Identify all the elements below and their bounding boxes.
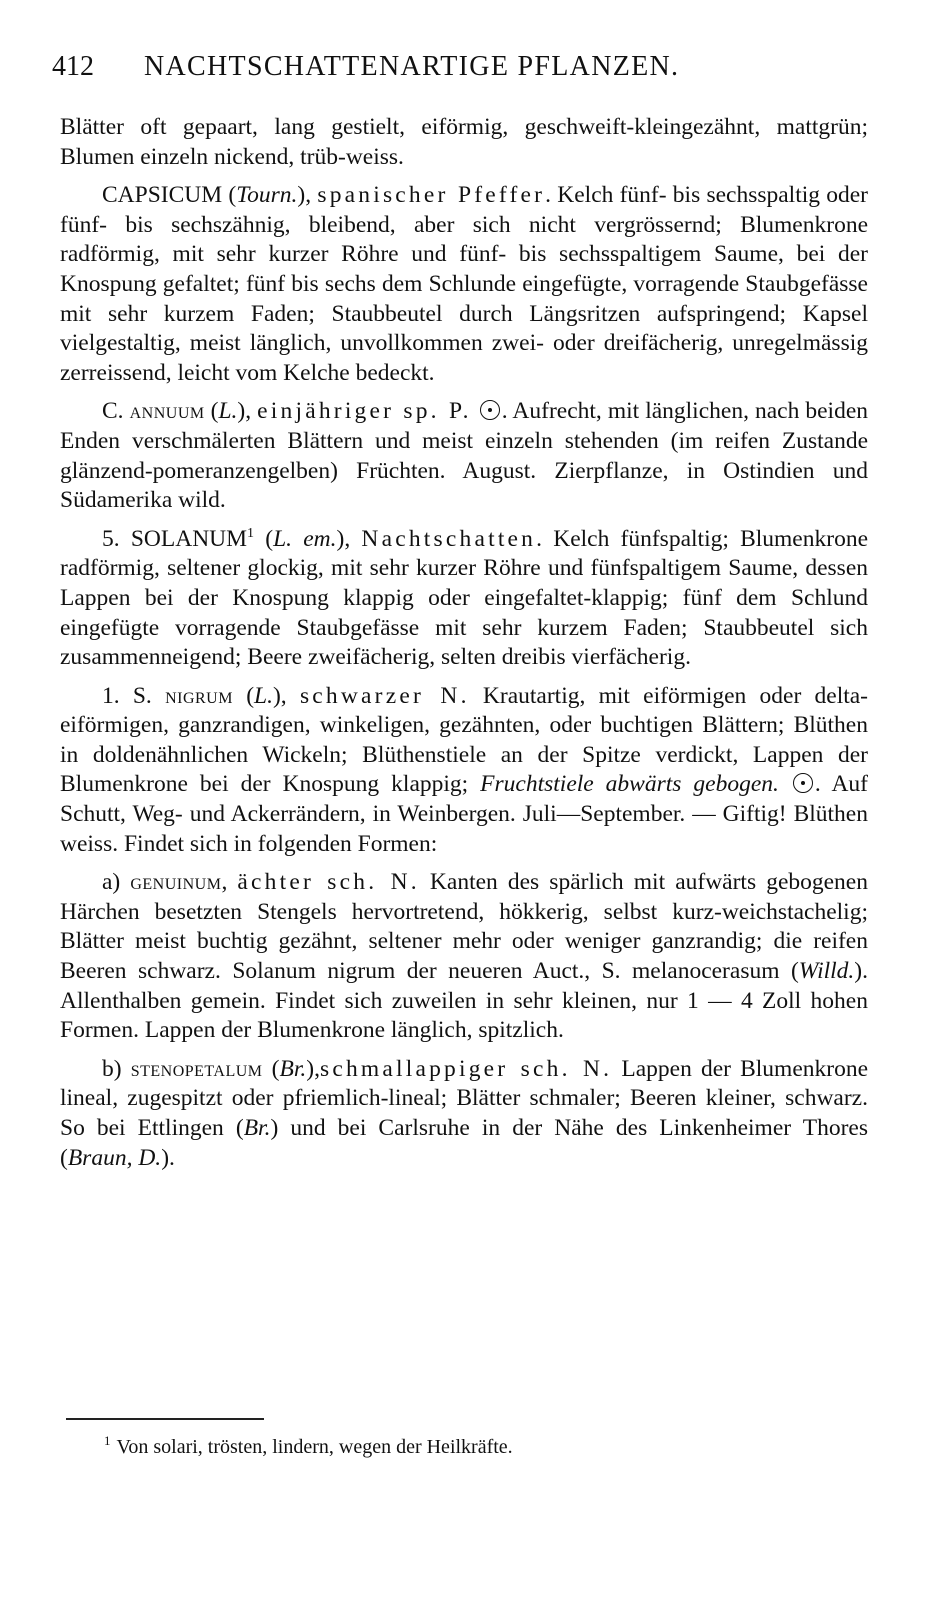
paren-close: ),	[297, 182, 318, 209]
running-header	[52, 50, 872, 84]
common-name: ächter sch. N.	[237, 869, 420, 896]
paragraph-text: Blätter oft gepaart, lang gestielt, eiförmig, geschweift-kleingezähnt, mattgrün; Blumen einzeln nickend, trüb-weiss.	[60, 114, 868, 170]
common-name: spanischer Pfeffer	[317, 182, 546, 209]
author-citation: Braun, D.	[67, 1144, 162, 1171]
author-citation: Willd.	[798, 958, 855, 985]
species-nigrum	[60, 682, 868, 860]
description: Kanten des spärlich mit aufwärts gebogenen Härchen besetzten Stengels hervortretend, hökkerig, selbst kurz-weichstachelig; Blätter meist buchtig gezähnt, seltener mehr oder weniger ganzrandig; die reifen Beeren schwarz. Solanum nigrum der neueren Auct., S. melanocerasum (	[60, 869, 868, 985]
description-continued: ) und bei Carlsruhe in der Nähe des Linkenheimer Thores (	[60, 1115, 868, 1171]
genus-solanum	[60, 525, 868, 673]
author-citation: L.	[254, 682, 273, 709]
paren-open: (	[222, 182, 237, 209]
species-prefix: 1. S.	[102, 682, 166, 709]
running-title: NACHTSCHATTENARTIGE PFLANZEN.	[144, 51, 680, 82]
variety-genuinum	[60, 868, 868, 1046]
paren-close: ),	[237, 398, 258, 425]
description: . Aufrecht, mit länglichen, nach beiden Enden verschmälerten Blättern und meist einzeln stehenden (im reifen Zustande glänzend-pomeranzengelben) Früchten. August. Zierpflanze, in Ostindien und Südamerika wild.	[60, 398, 869, 514]
author-citation: L.	[218, 398, 238, 425]
italic-diagnosis: Fruchtstiele abwärts gebogen.	[480, 771, 779, 798]
genus-capsicum	[60, 181, 868, 388]
variety-prefix: b)	[102, 1055, 131, 1082]
genus-name: SOLANUM	[130, 525, 248, 552]
species-name: annuum	[129, 398, 205, 425]
footnote-reference: 1	[247, 525, 255, 541]
variety-stenopetalum	[60, 1055, 868, 1173]
author-citation: Br.	[243, 1115, 271, 1141]
footnote-text: Von solari, trösten, lindern, wegen der Heilkräfte.	[116, 1436, 513, 1458]
species-name: nigrum	[165, 682, 233, 709]
variety-name: genuinum	[130, 869, 222, 896]
footnote-number: 1	[104, 1433, 111, 1449]
main-text	[60, 113, 868, 1173]
paragraph-continuation	[60, 113, 868, 172]
species-prefix: C.	[102, 398, 130, 425]
common-name: einjähriger sp. P.	[257, 398, 472, 425]
description: . Kelch fünf- bis sechsspaltig oder fünf- bis sechszähnig, bleibend, aber sich nicht vergrössernd; Blumenkrone radförmig, mit sehr kurzer Röhre und fünf- bis sechsspaltigem Saume, bei der Knospung gefaltet; fünf bis sechs dem Schlunde eingefügte, vorragende Staubgefässe mit sehr kurzem Faden; Staubbeutel durch Längsritzen aufspringend; Kapsel vielgestaltig, meist länglich, unvollkommen zwei- oder dreifächerig, unregelmässig zerreissend, leicht vom Kelche bedeckt.	[60, 182, 869, 386]
common-name: schwarzer N.	[299, 682, 470, 709]
common-name: Nachtschatten	[361, 525, 537, 552]
author-citation: Tourn.	[236, 182, 298, 209]
separator: ,	[221, 869, 238, 896]
paren-open: (	[254, 525, 274, 552]
variety-prefix: a)	[102, 869, 131, 896]
description: Krautartig, mit eiförmigen oder delta-eiförmigen, ganzrandigen, winkeligen, gezähnten, oder buchtigen Blättern; Blüthen in doldenähnlichen Wickeln; Blüthenstiele an der Spitze verdickt, Lappen der Blumenkrone bei der Knospung klappig;	[60, 682, 869, 798]
footnote	[104, 1434, 804, 1460]
description-continued: . Auf Schutt, Weg- und Ackerrändern, in Weinbergen. Juli—September. — Giftig! Blüthen weiss. Findet sich in folgenden Formen:	[60, 771, 868, 857]
description: . Kelch fünfspaltig; Blumenkrone radförmig, seltener glockig, mit sehr kurzer Röhre und fünfspaltigem Saume, dessen Lappen bei der Knospung klappig oder eingefaltet-klappig; fünf dem Schlund eingefügte vorragende Staubgefässe mit sehr kurzem Faden; Staubbeutel sich zusammenneigend; Beere zweifächerig, selten dreibis vierfächerig.	[60, 525, 868, 671]
paren-open: (	[204, 398, 219, 425]
description: Lappen der Blumenkrone lineal, zugespitzt oder pfriemlich-lineal; Blätter schmaler; Beeren kleiner, schwarz. So bei Ettlingen (	[60, 1055, 868, 1141]
species-annuum	[60, 397, 868, 515]
paren-close: ),	[272, 682, 300, 709]
common-name: schmallappiger sch. N.	[319, 1055, 613, 1082]
author-citation: L. em.	[273, 525, 337, 552]
paren-close: ),	[336, 525, 362, 552]
paren-open: (	[262, 1055, 280, 1082]
annual-plant-symbol-icon	[480, 400, 500, 420]
paren-close: ),	[306, 1055, 320, 1082]
footnote-divider	[66, 1418, 264, 1420]
variety-name: stenopetalum	[130, 1055, 263, 1082]
page-number: 412	[52, 51, 94, 82]
paren-open: (	[232, 682, 255, 709]
description-continued: ). Allenthalben gemein. Findet sich zuweilen in sehr kleinen, nur 1 — 4 Zoll hohen Formen. Lappen der Blumenkrone länglich, spitzlich.	[60, 958, 868, 1044]
author-citation: Br.	[279, 1055, 307, 1082]
genus-name: CAPSICUM	[102, 182, 223, 209]
annual-plant-symbol-icon	[793, 773, 813, 793]
genus-number: 5.	[102, 525, 131, 552]
description-end: ).	[161, 1144, 175, 1171]
